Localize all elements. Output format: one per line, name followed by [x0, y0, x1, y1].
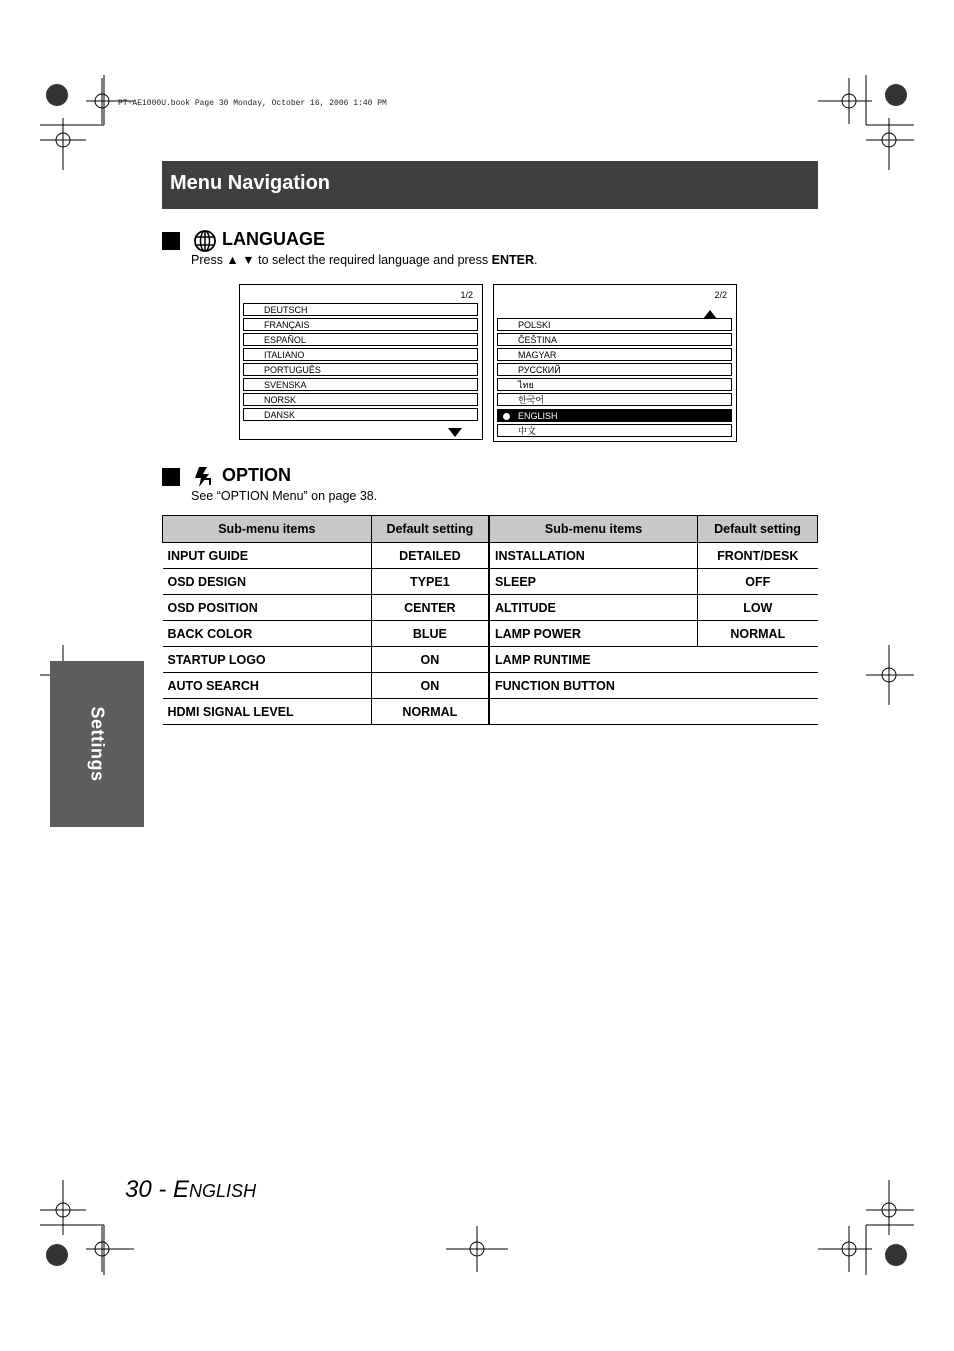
page-indicator: 1/2	[460, 290, 473, 300]
language-initial: E	[173, 1176, 190, 1203]
language-option[interactable]: ไทย	[497, 378, 732, 391]
table-row	[163, 569, 818, 595]
language-description	[191, 253, 537, 267]
section-marker	[162, 468, 180, 486]
option-title: OPTION	[222, 465, 292, 485]
default-setting: BLUE	[371, 621, 489, 647]
option-table	[162, 515, 818, 725]
submenu-item: LAMP POWER	[489, 621, 698, 647]
language-option[interactable]: ESPAÑOL	[243, 333, 478, 346]
section-marker	[162, 232, 180, 250]
column-header: Sub-menu items	[489, 516, 698, 543]
section-banner	[162, 161, 818, 209]
submenu-item: BACK COLOR	[163, 621, 372, 647]
settings-side-tab	[50, 661, 144, 827]
language-option[interactable]: FRANÇAIS	[243, 318, 478, 331]
default-setting: LOW	[698, 595, 818, 621]
language-desc-end: .	[533, 253, 538, 267]
language-option[interactable]: NORSK	[243, 393, 478, 406]
default-setting: ON	[371, 647, 489, 673]
default-setting: NORMAL	[698, 621, 818, 647]
language-option[interactable]: DEUTSCH	[243, 303, 478, 316]
table-row	[163, 621, 818, 647]
submenu-item: INSTALLATION	[489, 543, 698, 569]
table-header-row	[163, 516, 818, 543]
column-header: Sub-menu items	[163, 516, 372, 543]
empty-cell	[489, 699, 817, 725]
page-number-label	[125, 1176, 256, 1204]
column-header: Default setting	[698, 516, 818, 543]
submenu-item: OSD DESIGN	[163, 569, 372, 595]
submenu-item: INPUT GUIDE	[163, 543, 372, 569]
default-setting: OFF	[698, 569, 818, 595]
default-setting: CENTER	[371, 595, 489, 621]
language-option[interactable]: 中文	[497, 424, 732, 437]
default-setting: FRONT/DESK	[698, 543, 818, 569]
default-setting: TYPE1	[371, 569, 489, 595]
language-menu-page-1	[239, 284, 483, 440]
triangle-down-icon[interactable]	[448, 425, 462, 443]
table-row	[163, 673, 818, 699]
table-row	[163, 595, 818, 621]
language-desc-text: Press ▲ ▼ to select the required language and press	[191, 253, 492, 267]
language-menu-page-2	[493, 284, 737, 442]
selected-dot-icon	[503, 413, 510, 420]
page-title: Menu Navigation	[170, 172, 331, 194]
table-row	[163, 647, 818, 673]
language-option[interactable]: 한국어	[497, 393, 732, 406]
page-number: 30 -	[125, 1176, 174, 1203]
option-description: See “OPTION Menu” on page 38.	[191, 489, 378, 503]
language-option[interactable]: MAGYAR	[497, 348, 732, 361]
table-row	[163, 543, 818, 569]
language-option[interactable]: ČEŠTINA	[497, 333, 732, 346]
page-indicator: 2/2	[714, 290, 727, 300]
language-option[interactable]: РУССКИЙ	[497, 363, 732, 376]
submenu-item: OSD POSITION	[163, 595, 372, 621]
table-row	[163, 699, 818, 725]
language-title: LANGUAGE	[222, 229, 325, 249]
language-option[interactable]: SVENSKA	[243, 378, 478, 391]
submenu-item: HDMI SIGNAL LEVEL	[163, 699, 372, 725]
submenu-item: ALTITUDE	[489, 595, 698, 621]
print-header: PT-AE1000U.book Page 30 Monday, October 16, 2006 1:40 PM	[118, 99, 387, 108]
language-option[interactable]: PORTUGUÊS	[243, 363, 478, 376]
submenu-item: FUNCTION BUTTON	[489, 673, 817, 699]
default-setting: ON	[371, 673, 489, 699]
submenu-item: LAMP RUNTIME	[489, 647, 817, 673]
submenu-item: SLEEP	[489, 569, 698, 595]
submenu-item: STARTUP LOGO	[163, 647, 372, 673]
submenu-item: AUTO SEARCH	[163, 673, 372, 699]
language-option[interactable]: ITALIANO	[243, 348, 478, 361]
language-option[interactable]: POLSKI	[497, 318, 732, 331]
language-rest: NGLISH	[189, 1181, 257, 1201]
language-option-selected[interactable]	[497, 409, 732, 422]
enter-key-label: ENTER	[491, 253, 534, 267]
default-setting: DETAILED	[371, 543, 489, 569]
side-tab-label: Settings	[87, 706, 108, 782]
default-setting: NORMAL	[371, 699, 489, 725]
language-option[interactable]: DANSK	[243, 408, 478, 421]
column-header: Default setting	[371, 516, 489, 543]
selected-language-label: ENGLISH	[518, 411, 558, 421]
